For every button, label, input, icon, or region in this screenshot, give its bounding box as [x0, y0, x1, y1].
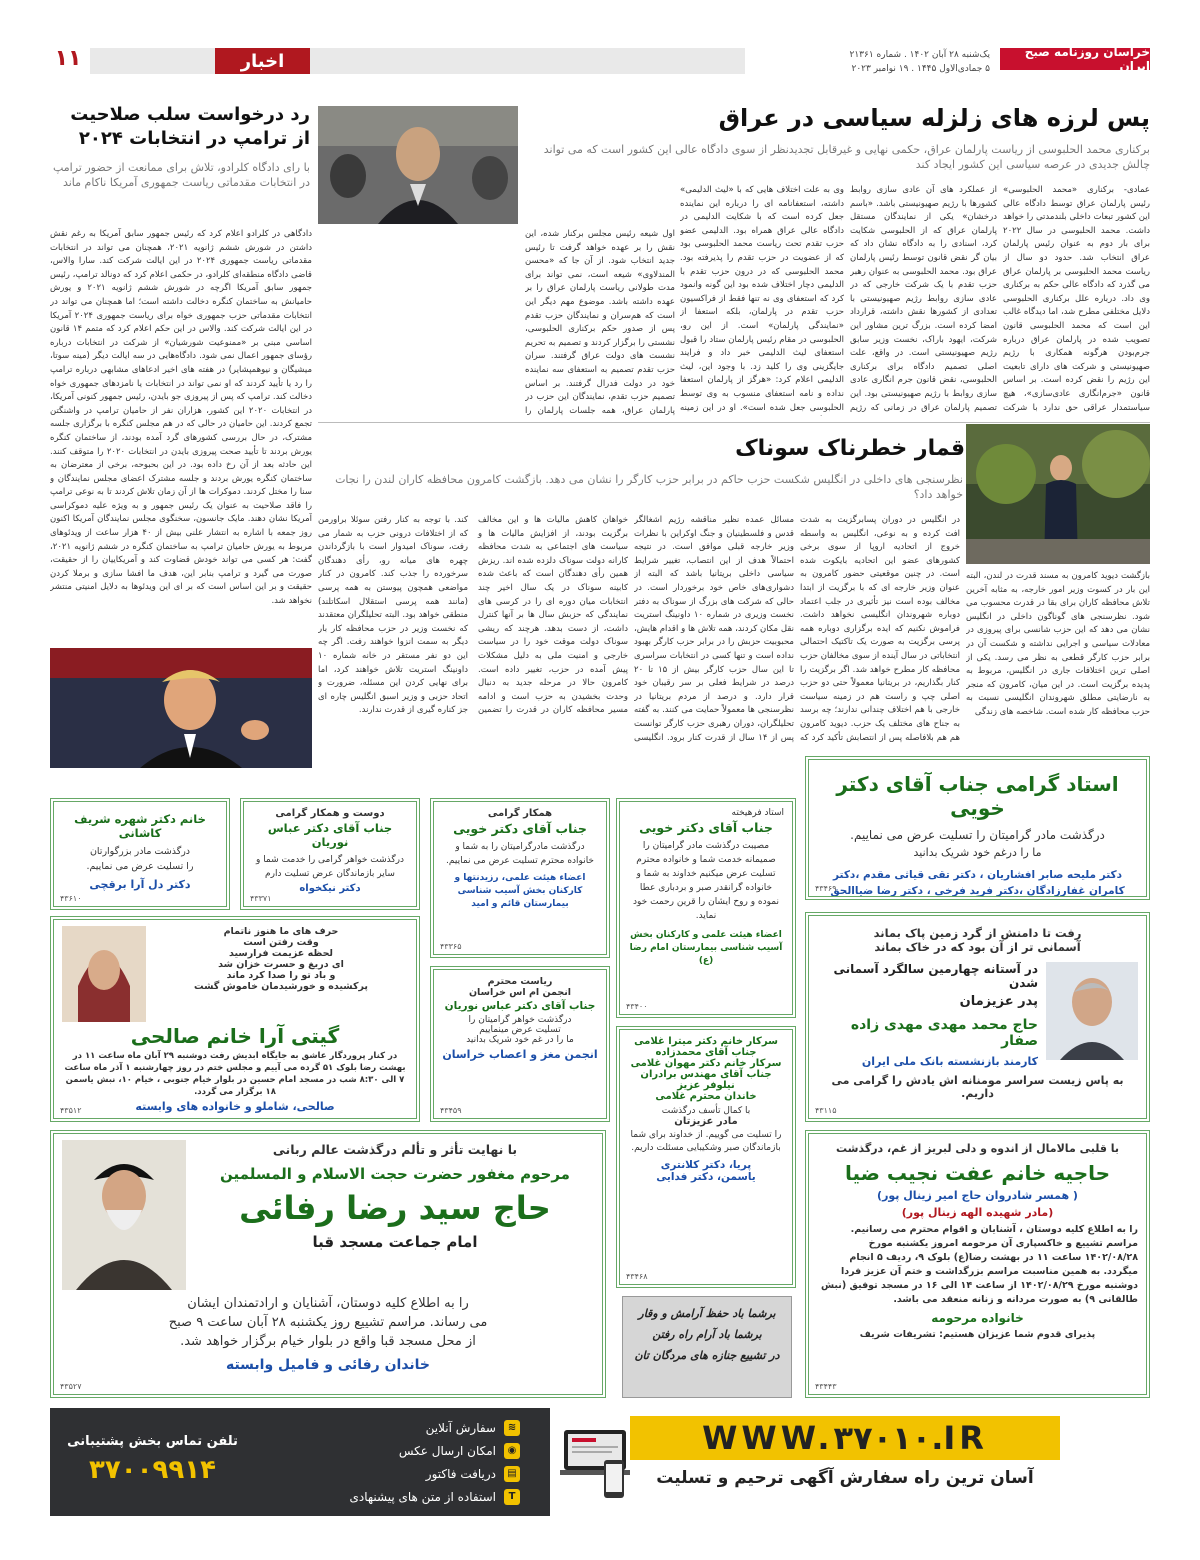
ad9-line8: مادر عزیزتان [674, 1116, 738, 1127]
iraq-headline: پس لرزه های زلزله سیاسی در عراق [718, 104, 1150, 132]
ad5-salutation: دوست و همکار گرامی [275, 808, 385, 819]
ad7-code: ۴۳۵۱۲ [60, 1106, 82, 1115]
footer-phone-label: تلفن تماس بخش پشتیبانی [67, 1434, 238, 1449]
ad7-name: گیتی آرا خانم صالحی [130, 1024, 340, 1048]
ad8-title: جناب آقای دکتر عباس نوریان [444, 1000, 596, 1012]
ad10-body-1: را به اطلاع کلیه دوستان، آشنایان و ارادتمندان ایشان [187, 1296, 469, 1311]
ad10-signers: خاندان رفائی و فامیل وابسته [225, 1357, 431, 1373]
iraq-column-3: وی به علت اختلاف هایی که با «لیث الدلیمی» داشته، استعفانامه ای را درباره این نماینده جعل کرده است که با شکایت الدلیمی در دادگاه عالی عراق همراه بود. الدلیمی عضو حزب تقدم تحت ریاست محمد الحلبوسی بود که از عضویت در حزب تقدم را پذیرفته بود. محمد الحلبوسی که در درون حزب تقدم با الدلیمی دچار اختلاف شده بود این گونه وانمود کرد که استعفای وی نه تنها فقط از فراکسیون حزب تقدم در پارلمان، بلکه استعفا از «نمایندگی پارلمان» است. از این رو، الحلبوسی در مقام رئیس پارلمان ستاد را قبول استعفای لیث الدلیمی خبر داد و فرایند جایگزینی وی را کلید زد. با وجود این، لیث الدلیمی اعلام کرد: «هرگز از پارلمان استعفا نداده و نامه استعفای منسوب به وی توسط الحلبوسی جعل شده است». او در این زمینه [680, 185, 844, 413]
ad12-spouse: ( همسر شادروان حاج امیر زینال پور) [877, 1189, 1078, 1202]
camera-icon: ◉ [504, 1443, 520, 1459]
ad11-line3: در تشییع جنازه های مردگان تان [634, 1349, 780, 1362]
sunak-column-3: مسائل عمده نظیر مناقشه رژیم اشغالگر قدس و فلسطینیان و جنگ اوکراین با نظرات وزیر خارجه قبلی موافق است. در نتیجه احتمالاً هدف از این انتصاب، تغییر شرایط سیاسی داخلی بریتانیا باشد که البته از دشواری‌های خاص خود برخوردار است. در حالی که شرکت های بزرگ از سوناک به دفتر نخست وزیری در شماره ۱۰ داونینگ استریت نقل مکان کردند، همه تلاش ها و اقدام هایش، محبوبیت حزبش را در برابر حزب کارگر بهبود نداده است و تنها کسی در انتخابات سراسری تا این سال حزب کارگر بیش از ۱۵ تا ۲۰ درصد در شرایط فعلی بر سر رقیبان خود قرار دارد. و درصد از مردم بریتانیا در نظرسنجی ها معمولاً حمایت می کنند. به گفته تحلیلگران، دوران رهبری حزب کارگر توانست پس از ۱۴ سال از قدرت کنار برود. انگلیسی [634, 515, 794, 743]
ad-condolence-khoei-3 [430, 798, 610, 958]
footer-item-label: امکان ارسال عکس [398, 1443, 496, 1458]
sunak-column-2: در انگلیس در دوران پسابرگزیت به شدت افت کرده و به نوعی، انگلیس به واسطه خروج از اتحادیه اروپا از سوی برخی کشورهای عضو این اتحادیه بایکوت شده است. در چنین موقعیتی حضور کامرون به عنوان وزیر خارجه ای که با برگزیت از ابتدا مخالف بوده است نیز تأثیری در جلب اعتماد دوباره شهروندان انگلیسی نخواهد داشت. فراموش نکنیم که ایده برگزاری دوباره همه پرسی برگزیت به صورت یک تاکتیک احتمالی انتخاباتی در سال آینده از سوی مخالفان حزب محافظه کار مطرح خواهد شد. اگر برگزیت را کنار بگذاریم، در بریتانیا معمولاً حتی دو حزب اصلی چپ و راست هم در زمینه سیاست خارجی با هم اختلاف چندانی ندارند؛ چه برسد به جناح های مختلف یک حزب. دیوید کامرون هم هم بلافاصله پس از انتصابش تأکید کرد که [800, 515, 960, 743]
ad9-signers-2: یاسمن، دکتر فدایی [656, 1171, 756, 1183]
ad10-role: امام جماعت مسجد قبا [312, 1233, 478, 1251]
ad5-signer: دکتر نیکخواه [299, 883, 361, 894]
footer-website-panel [550, 1408, 1150, 1516]
ad9-line1: سرکار خانم دکتر میترا غلامی [634, 1036, 778, 1047]
ad9-line3: سرکار خانم دکتر مهوان غلامی [630, 1058, 782, 1069]
ad9-code: ۴۳۴۶۸ [626, 1272, 648, 1281]
ad6-signer: دکتر دل آرا برقچی [89, 878, 191, 891]
cameron-photo [966, 424, 1150, 564]
ad2-name: حاج محمد مهدی مهدی زاده صفار [850, 1017, 1038, 1049]
ad8-body-1: درگذشت خواهر گرامیتان را [468, 1015, 572, 1025]
iraq-column-2: از عملکرد های آن عادی سازی روابط کشورها با رژیم صهیونیستی باشد. «باسم درخشان» یکی از نمایندگان مستقل پارلمان عراق که از الحلبوسی شکایت کرد، اسنادی را به دادگاه نشان داد که بیان گر نقض قانون توسط رئیس پارلمان عراق بود. محمد الحلبوسی به عنوان رهبر حزب تقدم با یک شرکت خارجی که در عادی سازی روابط رژیم صهیونیستی با تعدادی از کشورها نقش داشته، قرارداد امضا کرده است. بزرگ ترین مشاور این شرکت، ایهود باراک، نخست وزیر سابق رژیم صهیونیستی است. در واقع، علت اصلی تصمیم دادگاه برای برکناری الحلبوسی، نقض قانون جرم انگاری عادی سازی روابط با رژیم صهیونیستی بود. این تصمیم پارلمان عراق در زمانی که رژیم [850, 185, 997, 413]
ad12-footer: پذیرای قدوم شما عزیزان هستیم: تشریفات شریف [859, 1329, 1096, 1340]
footer-phone[interactable]: ۳۷۰۰۹۹۱۴ [89, 1455, 216, 1485]
ad1-signers-2: کامران غفارزادگان ،دکتر فرید فرخی ، دکتر رضا ضیاالحق [830, 885, 1125, 897]
trump-photo-art [50, 648, 312, 768]
ad8-code: ۴۳۴۵۹ [440, 1106, 462, 1115]
ad-obituary-najib-zia [805, 1130, 1150, 1398]
ad-condolence-khoei-2 [616, 798, 796, 1018]
ad6-body-1: درگذشت مادر بزرگوارتان [89, 846, 191, 857]
footer-item-send-photo[interactable] [290, 1439, 520, 1462]
ad7-signers: صالحی، شاملو و خانواده های وابسته [135, 1100, 335, 1113]
ad-obituary-salehi [50, 916, 420, 1122]
date-line-1: یک‌شنبه ۲۸ آبان ۱۴۰۲ . شماره ۲۱۳۶۱ [849, 50, 990, 60]
ad5-body: درگذشت خواهر گرامی را خدمت شما و سایر بازماندگان عرض تسلیت دارم [255, 855, 405, 879]
footer-phone-panel [50, 1408, 255, 1516]
ad8-body-3: ما را در غم خود شریک بدانید [466, 1035, 574, 1045]
ad9-line5: نیلوفر عزیز [677, 1080, 735, 1091]
footer-services-panel [255, 1408, 550, 1516]
ad7-poem-4: ای دریغ و حسرت خزان شد [218, 959, 344, 970]
ad12-code: ۴۳۴۴۳ [815, 1382, 837, 1391]
ad2-footer: به پاس زیست سراسر مومنانه اش یادش را گرامی می داریم. [831, 1074, 1124, 1100]
salehi-portrait-art [62, 926, 146, 1022]
rafaei-portrait-art [62, 1140, 186, 1290]
ad3-code: ۴۳۴۰۰ [626, 1002, 648, 1011]
ad6-body-2: را تسلیت عرض می نماییم. [86, 861, 194, 872]
ad10-portrait [62, 1140, 186, 1290]
trump-photo [50, 648, 312, 768]
ad6-title: خانم دکتر شهره شریف کاشانی [74, 812, 206, 840]
ad6-code: ۴۳۶۱۰ [60, 894, 82, 903]
section-bar [90, 48, 745, 74]
ad7-poem-5: و باد تو را صدا کرد ماند [226, 970, 336, 981]
footer-website[interactable]: WWW.۳۷۰۱۰.IR [630, 1416, 1060, 1460]
section-label: اخبار [215, 48, 310, 74]
divider-line [318, 422, 1150, 423]
ad9-line4: جناب آقای مهندس برادران [640, 1069, 772, 1080]
sunak-lead: نظرسنجی های داخلی در انگلیس شکست حزب حاکم در برابر حزب کارگر را نشان می دهد. بازگشت کامرون محافظه کاران لندن را نجات خواهد داد؟ [335, 473, 963, 501]
ad-quote-box [622, 1296, 792, 1398]
footer-item-invoice[interactable] [290, 1462, 520, 1485]
ad8-salutation: ریاست محترم [487, 976, 553, 987]
ad-anniversary-saffar [805, 912, 1150, 1122]
ad2-line4: پدر عزیزمان [959, 994, 1038, 1009]
sunak-column-1: بازگشت دیوید کامرون به مسند قدرت در لندن، البته این بار در کسوت وزیر امور خارجه، به مثابه آخرین تلاش محافظه کاران برای بقا در قدرت محسوب می شود. نظرسنجی های گوناگون داخلی در انگلیس نشان می دهد که این حزب شانسی برای پیروزی در معادلات سیاسی و اجرایی نداشته و شکست آن در برابر حزب کارگر قطعی به نظر می رسد. یکی از اصلی ترین اختلافات جاری در انگلیس، مربوط به پدیده برگزیت است. در این میان، کامرون که منجر به نارضایتی مطلق شهروندان انگلیسی نسبت به حزب محافظه کار شده است. شاخصه های زندگی [966, 571, 1150, 717]
ad-condolence-khoei-1 [805, 756, 1150, 900]
ad4-signers: اعضاء هیئت علمی، رزیدنتها و کارکنان بخش آسیب شناسی بیمارستان قائم و امید [454, 873, 586, 909]
footer-item-label: دریافت فاکتور [425, 1466, 496, 1481]
ad12-signers: خانواده مرحومه [931, 1311, 1024, 1325]
ad3-salutation: استاد فرهیخته [731, 808, 784, 818]
ad8-body-2: تسلیت عرض مینماییم [479, 1025, 561, 1035]
ad10-body-2: می رساند. مراسم تشییع روز یکشنبه ۲۸ آبان ساعت ۹ صبح [168, 1315, 488, 1330]
issue-date [760, 48, 998, 78]
ad3-title: جناب آقای دکتر خویی [639, 820, 773, 835]
ad5-code: ۴۳۳۷۱ [250, 894, 272, 903]
date-line-2: ۵ جمادی‌الاول ۱۴۴۵ . ۱۹ نوامبر ۲۰۲۳ [851, 64, 990, 74]
ad7-poem-1: حرف های ما هنوز ناتمام [223, 926, 339, 937]
ad1-line2: ما را درغم خود شریک بدانید [913, 846, 1042, 859]
ad12-mother: (مادر شهیده الهه زینال پور) [901, 1206, 1054, 1219]
ad7-poem-2: وقت رفتن است [243, 937, 319, 948]
halbousi-photo [318, 106, 518, 224]
ad3-body: مصیبت درگذشت مادر گرامیتان را صمیمانه خدمت شما و خانواده محترم تسلیت عرض میکنیم خداوند به شما و خانواده گرانقدر صبر و بردباری عطا نموده و روح ایشان را قرین رحمت خود نماید. [633, 841, 779, 921]
ad9-signers-1: پریا، دکتر کلانتری [660, 1159, 752, 1171]
ad-condolence-nourian-1 [240, 798, 420, 910]
ad2-portrait [1046, 962, 1138, 1060]
page-number: ۱۱ [54, 46, 82, 71]
footer-item-suggested-text[interactable] [290, 1485, 520, 1508]
sunak-headline: قمار خطرناک سوناک [735, 436, 965, 461]
ad9-line2: جناب آقای محمدزاده [655, 1047, 757, 1058]
ad3-signers: اعضاء هیئت علمی و کارکنان بخش آسیب شناسی بیمارستان امام رضا (ع) [629, 930, 783, 966]
ad9-body: را تسلیت می گوییم. از خداوند برای شما بازماندگان صبر وشکیبایی مسئلت داریم. [630, 1130, 782, 1153]
trump-lead: با رای دادگاه کلرادو، تلاش برای ممانعت از حضور ترامپ در انتخابات مقدماتی ریاست جمهوری آمریکا ناکام ماند [52, 161, 310, 189]
ad11-line2: برشما باد آرام راه رفتن [652, 1328, 762, 1341]
footer-item-label: استفاده از متن های پیشنهادی [349, 1489, 496, 1504]
ad9-line7: با کمال تأسف درگذشت [661, 1106, 751, 1116]
ad-obituary-rafaei [50, 1130, 606, 1398]
footer-item-label: سفارش آنلاین [425, 1420, 496, 1435]
iraq-column-1: عمادی- برکناری «محمد الحلبوسی» رئیس پارلمان عراق توسط دادگاه عالی این کشور تبعات داخلی بلندمدتی را خواهد داشت. محمد الحلبوسی در سال ۲۰۲۲ برای بار دوم به عنوان رئیس پارلمان عراق انتخاب شد. حدود دو سال از ریاست محمد الحلبوسی بر پارلمان عراق می گذرد که دادگاه عالی حکم به برکناری وی داد. درباره علل برکناری الحلبوسی دلایل مختلفی مطرح شد، اما دیدگاه غالب این است که محمد الحلبوسی قانون تصویب شده در پارلمان عراق درباره جرم‌بودن هرگونه همکاری با رژیم صهیونیستی و شرکت های دارای تابعیت این رژیم را نقض کرده است. بر اساس قانون «جرم‌انگاری عادی‌سازی»، هیچ سیاستمدار عراقی حق ندارد با شرکت [1003, 185, 1150, 413]
iraq-lead: برکناری محمد الحلبوسی از ریاست پارلمان عراق، حکمی نهایی و غیرقابل تجدیدنظر از سوی دادگاه عالی این کشور است که می تواند چالش جدیدی در عرصه سیاسی این کشور ایجاد کند [543, 143, 1150, 171]
ad7-portrait [62, 926, 146, 1022]
ad2-code: ۴۳۱۱۵ [815, 1106, 837, 1115]
trump-headline-2: از ترامپ در انتخابات ۲۰۲۴ [78, 128, 310, 149]
ad1-signers-1: دکتر ملیحه صابر افشاریان ، دکتر تقی قیاثی مقدم ،دکتر [833, 869, 1122, 881]
ad10-code: ۴۳۵۲۷ [60, 1382, 82, 1391]
ad8-org: انجمن ام اس خراسان [468, 987, 572, 998]
ad9-line6: خاندان محترم غلامی [655, 1091, 757, 1102]
ad7-poem-3: لحظه عزیمت فرارسید [229, 948, 333, 959]
ad10-title: مرحوم مغفور حضرت حجت الاسلام و المسلمین [220, 1165, 570, 1183]
ad2-line1: رفت تا دامنش از گرد زمین پاک بماند [873, 926, 1082, 940]
footer-item-online-order[interactable] [290, 1416, 520, 1439]
ad2-role: کارمند بازنشسته بانک ملی ایران [861, 1055, 1038, 1068]
ad10-intro: با نهایت تأثر و تألم درگذشت عالم ربانی [272, 1142, 518, 1157]
document-icon: ▤ [504, 1466, 520, 1482]
ad12-body: را به اطلاع کلیه دوستان ، آشنایان و اقوام محترم می رسانیم. مراسم تشییع و خاکسپاری آن مرحومه امروز یکشنبه مورخ ۱۴۰۲/۰۸/۲۸ ساعت ۱۱ در بهشت رضا(ع) بلوک ۹، ردیف ۵ انجام میگردد. به همین مناسبت مراسم بزرگداشت و ختم آن عزیز فردا دوشنبه مورخ ۱۴۰۲/۰۸/۲۹ از ساعت ۱۴ الی ۱۶ در مسجد توفیق (نبش طالقانی ۹) به صورت مردانه و زنانه منعقد می باشد. [821, 1224, 1138, 1305]
ad12-name: حاجیه خانم عفت نجیب ضیا [844, 1161, 1111, 1185]
ad11-line1: برشما باد حفظ آرامش و وقار [638, 1307, 776, 1320]
ad2-line2: آسمانی تر از آن بود که در خاک بماند [874, 940, 1081, 954]
ad7-poem-6: پرکشیده و خورشیدمان خاموش گشت [194, 981, 368, 992]
ad-condolence-gholami [616, 1026, 796, 1288]
saffar-portrait-art [1046, 962, 1138, 1060]
sunak-column-4: خواهان کاهش مالیات ها و این مخالف برگزیت بودند، از افزایش مالیات ها و سیاست های اجتماعی به شدت محافظه کارانه دولت سوناک دلزده شده اند. ریزش همین رأی دهندگان است که باعث شده کابینه سوناک در یک سال اخیر چند انتخابات میان دوره ای را در کرسی های نمایندگی که حزبش سال ها بر آنها کنترل داشت، از دست بدهد. هرچند که ریشی سوناک دولت موقت خود را در سیاست خارجی و امنیت ملی به دلیل مشکلات پیش آمده در حزب، تغییر داده است. کامرون حالا در مرحله جدید به دنبال وحدت بخشیدن به حزب است و ادامه مسیر محافظه کاران در قدرت را تضمین کند. با توجه به کنار رفتن سوئلا براورمن که از اختلافات درونی حزب به شمار می رفت، سوناک امیدوار است با بازگرداندن چهره های میانه رو، رأی دهندگان سرخورده را جذب کند. کامرون در کنار مواضعی همچون پیوستن به همه پرسی (مانند همه پرسی استقلال اسکاتلند) منطقی خواهد بود. البته تحلیلگران معتقدند که نخست وزیر در حزب محافظه کار بار دیگر به سمت انزوا خواهند رفت. اگر چه این دو نفر مستقر در خانه شماره ۱۰ داونینگ استریت تلاش خواهند کرد، اما برای نهایی کردن این مسئله، ضرورت و اتحاد حزبی و وزیر اسبق انگلیس چاره ای جز کناره گیری از قدرت ندارند. [318, 515, 628, 716]
ad1-title: استاد گرامی جناب آقای دکتر خویی [836, 772, 1119, 820]
iraq-column-5 [318, 228, 518, 416]
ad-condolence-sharif-kashani [50, 798, 230, 910]
paper-logo: خراسان روزنامه صبح ایران [1000, 48, 1150, 70]
text-icon: T [504, 1489, 520, 1505]
cameron-photo-art [966, 424, 1150, 564]
ad-condolence-nourian-2 [430, 966, 610, 1122]
trump-headline-1: رد درخواست سلب صلاحیت [70, 104, 310, 125]
ad2-line3: در آستانه چهارمین سالگرد آسمانی شدن [833, 962, 1038, 990]
wifi-icon: ≋ [504, 1420, 520, 1436]
halbousi-photo-art [318, 106, 518, 224]
ad10-body-3: از محل مسجد قبا واقع در بلوار خیام برگزار خواهد شد. [180, 1334, 476, 1349]
ad4-body: درگذشت مادرگرامیتان را به شما و خانواده محترم تسلیت عرض می نماییم. [446, 842, 594, 866]
ad4-code: ۴۳۳۶۵ [440, 942, 462, 951]
ad4-salutation: همکار گرامی [487, 808, 553, 819]
ad1-code: ۴۳۴۶۹ [815, 884, 837, 893]
footer-slogan: آسان ترین راه سفارش آگهی ترحیم و تسلیت [656, 1468, 1034, 1488]
ad7-body: در کنار پروردگار عاشق به جایگاه ابدیش رفت دوشنبه ۲۹ آبان ماه ساعت ۱۱ در بهشت رضا بلوک ۵۱ گرده می آییم و مجلس ختم در روز چهارشنبه ۱ آذر ماه ساعت ۷ الی ۸:۳۰ شب در مسجد امام حسین در بلوار خیام جنوبی ، خیام ۱۰، نبش یاسمن ۱۸ برگزار می گردد. [64, 1051, 406, 1097]
laptop-icon [560, 1420, 630, 1506]
ad12-intro: با قلبی مالامال از اندوه و دلی لبریز از غم، درگذشت [836, 1142, 1119, 1155]
ad8-signers: انجمن مغز و اعصاب خراسان [442, 1048, 598, 1061]
device-mockup [560, 1420, 630, 1506]
ad1-line1: درگذشت مادر گرامیتان را تسلیت عرض می نماییم. [850, 828, 1105, 842]
ad10-name: حاج سید رضا رفائی [239, 1189, 551, 1227]
ad4-title: جناب آقای دکتر خویی [453, 821, 587, 836]
iraq-column-4: اول شیعه رئیس مجلس برکنار شده، این نقش را بر عهده خواهد گرفت تا رئیس جدید انتخاب شود. از آن جا که «محسن المندلاوی» شیعه است، نمی تواند برای مدت طولانی ریاست پارلمان عراق را بر عهده داشته باشد. موضوع مهم دیگر این است که هم‌سران و نمایندگان حزب تقدم پس از صدور حکم برکناری الحلبوسی، نشستی را برگزار کردند و تصمیم به تحریم نشست های دولت عراق گرفتند. سران حزب تقدم تصمیم به استعفای سه نماینده خود در دولت فدرال گرفتند. بر اساس تصمیم حزب تقدم، نمایندگان این حزب در پارلمان عراق، همه جلسات پارلمان را [525, 229, 675, 416]
trump-body: دادگاهی در کلرادو اعلام کرد که رئیس جمهور سابق آمریکا به رغم نقش داشتن در شورش ششم ژانویه ۲۰۲۱، همچنان می تواند در انتخابات مقدماتی ریاست جمهوری ۲۰۲۴ در این ایالت شرکت کند. سارا والاس، قاضی دادگاه منطقه‌ای کلرادو، در حکمی اعلام کرد که دونالد ترامپ، رئیس جمهور سابق آمریکا اگرچه در شورش ششم ژانویه ۲۰۲۱ و یورش حامیانش به ساختمان کنگره دخالت داشته است؛ اما همچنان می تواند در انتخابات مقدماتی حزب جمهوری خواه برای ریاست جمهوری ۲۰۲۴ آمریکا در این ایالت شرکت کند. والاس در این حکم اعلام کرد که متمم ۱۴ قانون اساسی مبنی بر «ممنوعیت شورشیان» از شرکت در انتخابات درباره رؤسای جمهور اعمال نمی شود. دادگاه‌هایی در سه ایالت دیگر (مینه سوتا، میشیگان و نیوهمپشایر) در هفته های اخیر ادعاهای مشابهی درباره ترامپ را رد یا تأیید کردند که او نمی تواند در انتخابات یا نامزدهای جمهوری خواه دخالت کند. ترامپ که پس از پیروزی جو بایدن، رئیس جمهور کنونی آمریکا، در انتخابات ۲۰۲۰ این کشور، هزاران نفر از حامیان ترامپ در واشنگتن تجمع کردند. این حامیان در حالی که در هم مجلس کنگره با برگزاری جلسه مشترک، در حال بررسی کشورهای گرد آمده بودند، از ساختمان کنگره یورش بردند تا تأیید صحت پیروزی بایدن در انتخابات ۲۰۲۰ را متوقف کنند. این حادثه بعد از آن رخ داده بود. در این بحبوحه، برخی از معترضان به ساختمان کنگره یورش بردند و جلسه مشترک اعضای مجلس نمایندگان و سنا را مختل کردند. دموکرات ها از آن زمان تلاش کردند تا به نوعی ترامپ را فاقد صلاحیت به عنوان یک رئیس جمهور و به ویژه علیه دموکراسی آمریکا نشان دهند. مایک جانسون، سخنگوی مجلس نمایندگان آمریکا اکنون روز جمعه با اشاره به انتشار علنی بیش از ۴۰ هزار ساعت از ویدئوهای مربوط به یورش حامیان ترامپ به ساختمان کنگره در ششم ژانویه ۲۰۲۱، گفت: هر کسی می تواند خودش قضاوت کند و آمریکاییان را از حقیقت، صورت می گیرد و ترامپ بنابر این، هدف ما افشا سازی و برملا کردن حقیقت و بر این اساس است که بر ای این ویدئوها به دلایل امنیتی منتشر نخواهد شد. [50, 229, 312, 607]
ad5-title: جناب آقای دکتر عباس نوریان [267, 821, 393, 849]
